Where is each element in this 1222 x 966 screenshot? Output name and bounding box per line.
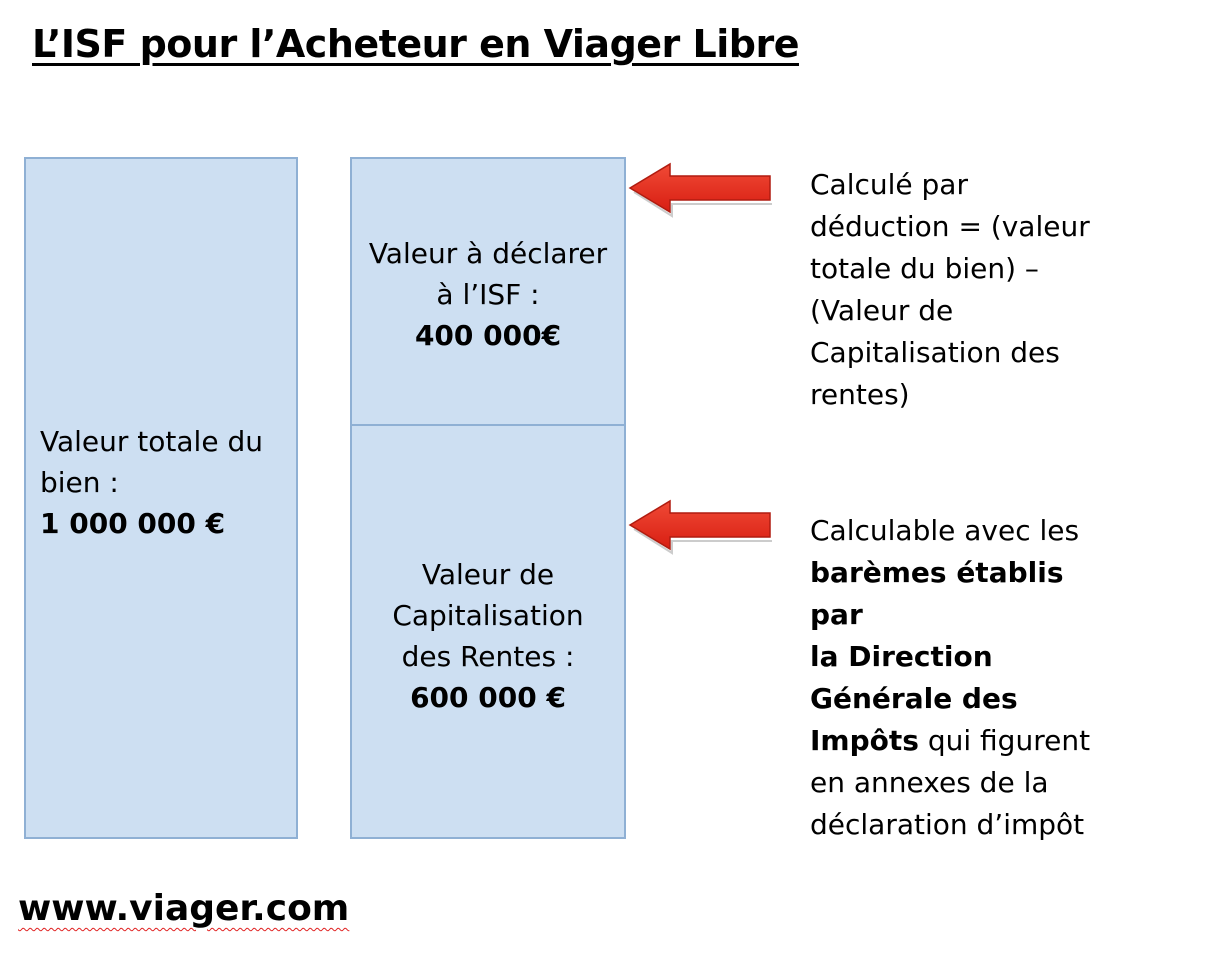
note-line: Calculé par	[810, 168, 968, 201]
capitalisation-label-line2: Capitalisation	[392, 599, 584, 632]
total-value-text	[40, 421, 288, 544]
isf-calculation-note	[810, 164, 1110, 416]
capitalisation-calculation-note	[810, 510, 1110, 846]
capitalisation-label-line1: Valeur de	[421, 558, 555, 591]
total-value-box	[24, 157, 298, 839]
note-line-bold: barèmes établis par	[810, 556, 1064, 631]
note-line: déduction = (valeur	[810, 210, 1090, 243]
isf-value-text	[356, 233, 620, 356]
website-text: www.viager.com	[18, 888, 350, 929]
isf-value-box	[350, 157, 626, 426]
page-title: L’ISF pour l’Acheteur en Viager Libre	[32, 22, 799, 66]
left-arrow-icon	[626, 497, 776, 557]
total-value-amount: 1 000 000 €	[40, 507, 226, 540]
capitalisation-value-text	[356, 554, 620, 718]
note-line: Capitalisation des	[810, 336, 1060, 369]
note-line-mixed	[810, 720, 1110, 762]
capitalisation-value-amount: 600 000 €	[410, 681, 566, 714]
total-value-label-line1: Valeur totale du	[40, 425, 263, 458]
note-line: en annexes de la	[810, 766, 1049, 799]
note-line: Calculable avec les	[810, 514, 1080, 547]
total-value-label-line2: bien :	[40, 466, 119, 499]
isf-value-label-line2: à l’ISF :	[436, 278, 540, 311]
note-line: (Valeur de	[810, 294, 954, 327]
isf-value-label-line1: Valeur à déclarer	[368, 237, 608, 270]
left-arrow-icon	[626, 160, 776, 220]
note-bold-span: Impôts	[810, 724, 919, 757]
note-line-bold: Générale des	[810, 682, 1018, 715]
note-line-bold: la Direction	[810, 640, 993, 673]
note-span: qui figurent	[918, 724, 1091, 757]
isf-value-amount: 400 000€	[414, 319, 562, 352]
capitalisation-value-box	[350, 424, 626, 839]
capitalisation-label-line3: des Rentes :	[401, 640, 575, 673]
note-line: rentes)	[810, 378, 910, 411]
website-link[interactable]	[18, 888, 349, 929]
note-line: totale du bien) –	[810, 252, 1039, 285]
note-line: déclaration d’impôt	[810, 808, 1085, 841]
